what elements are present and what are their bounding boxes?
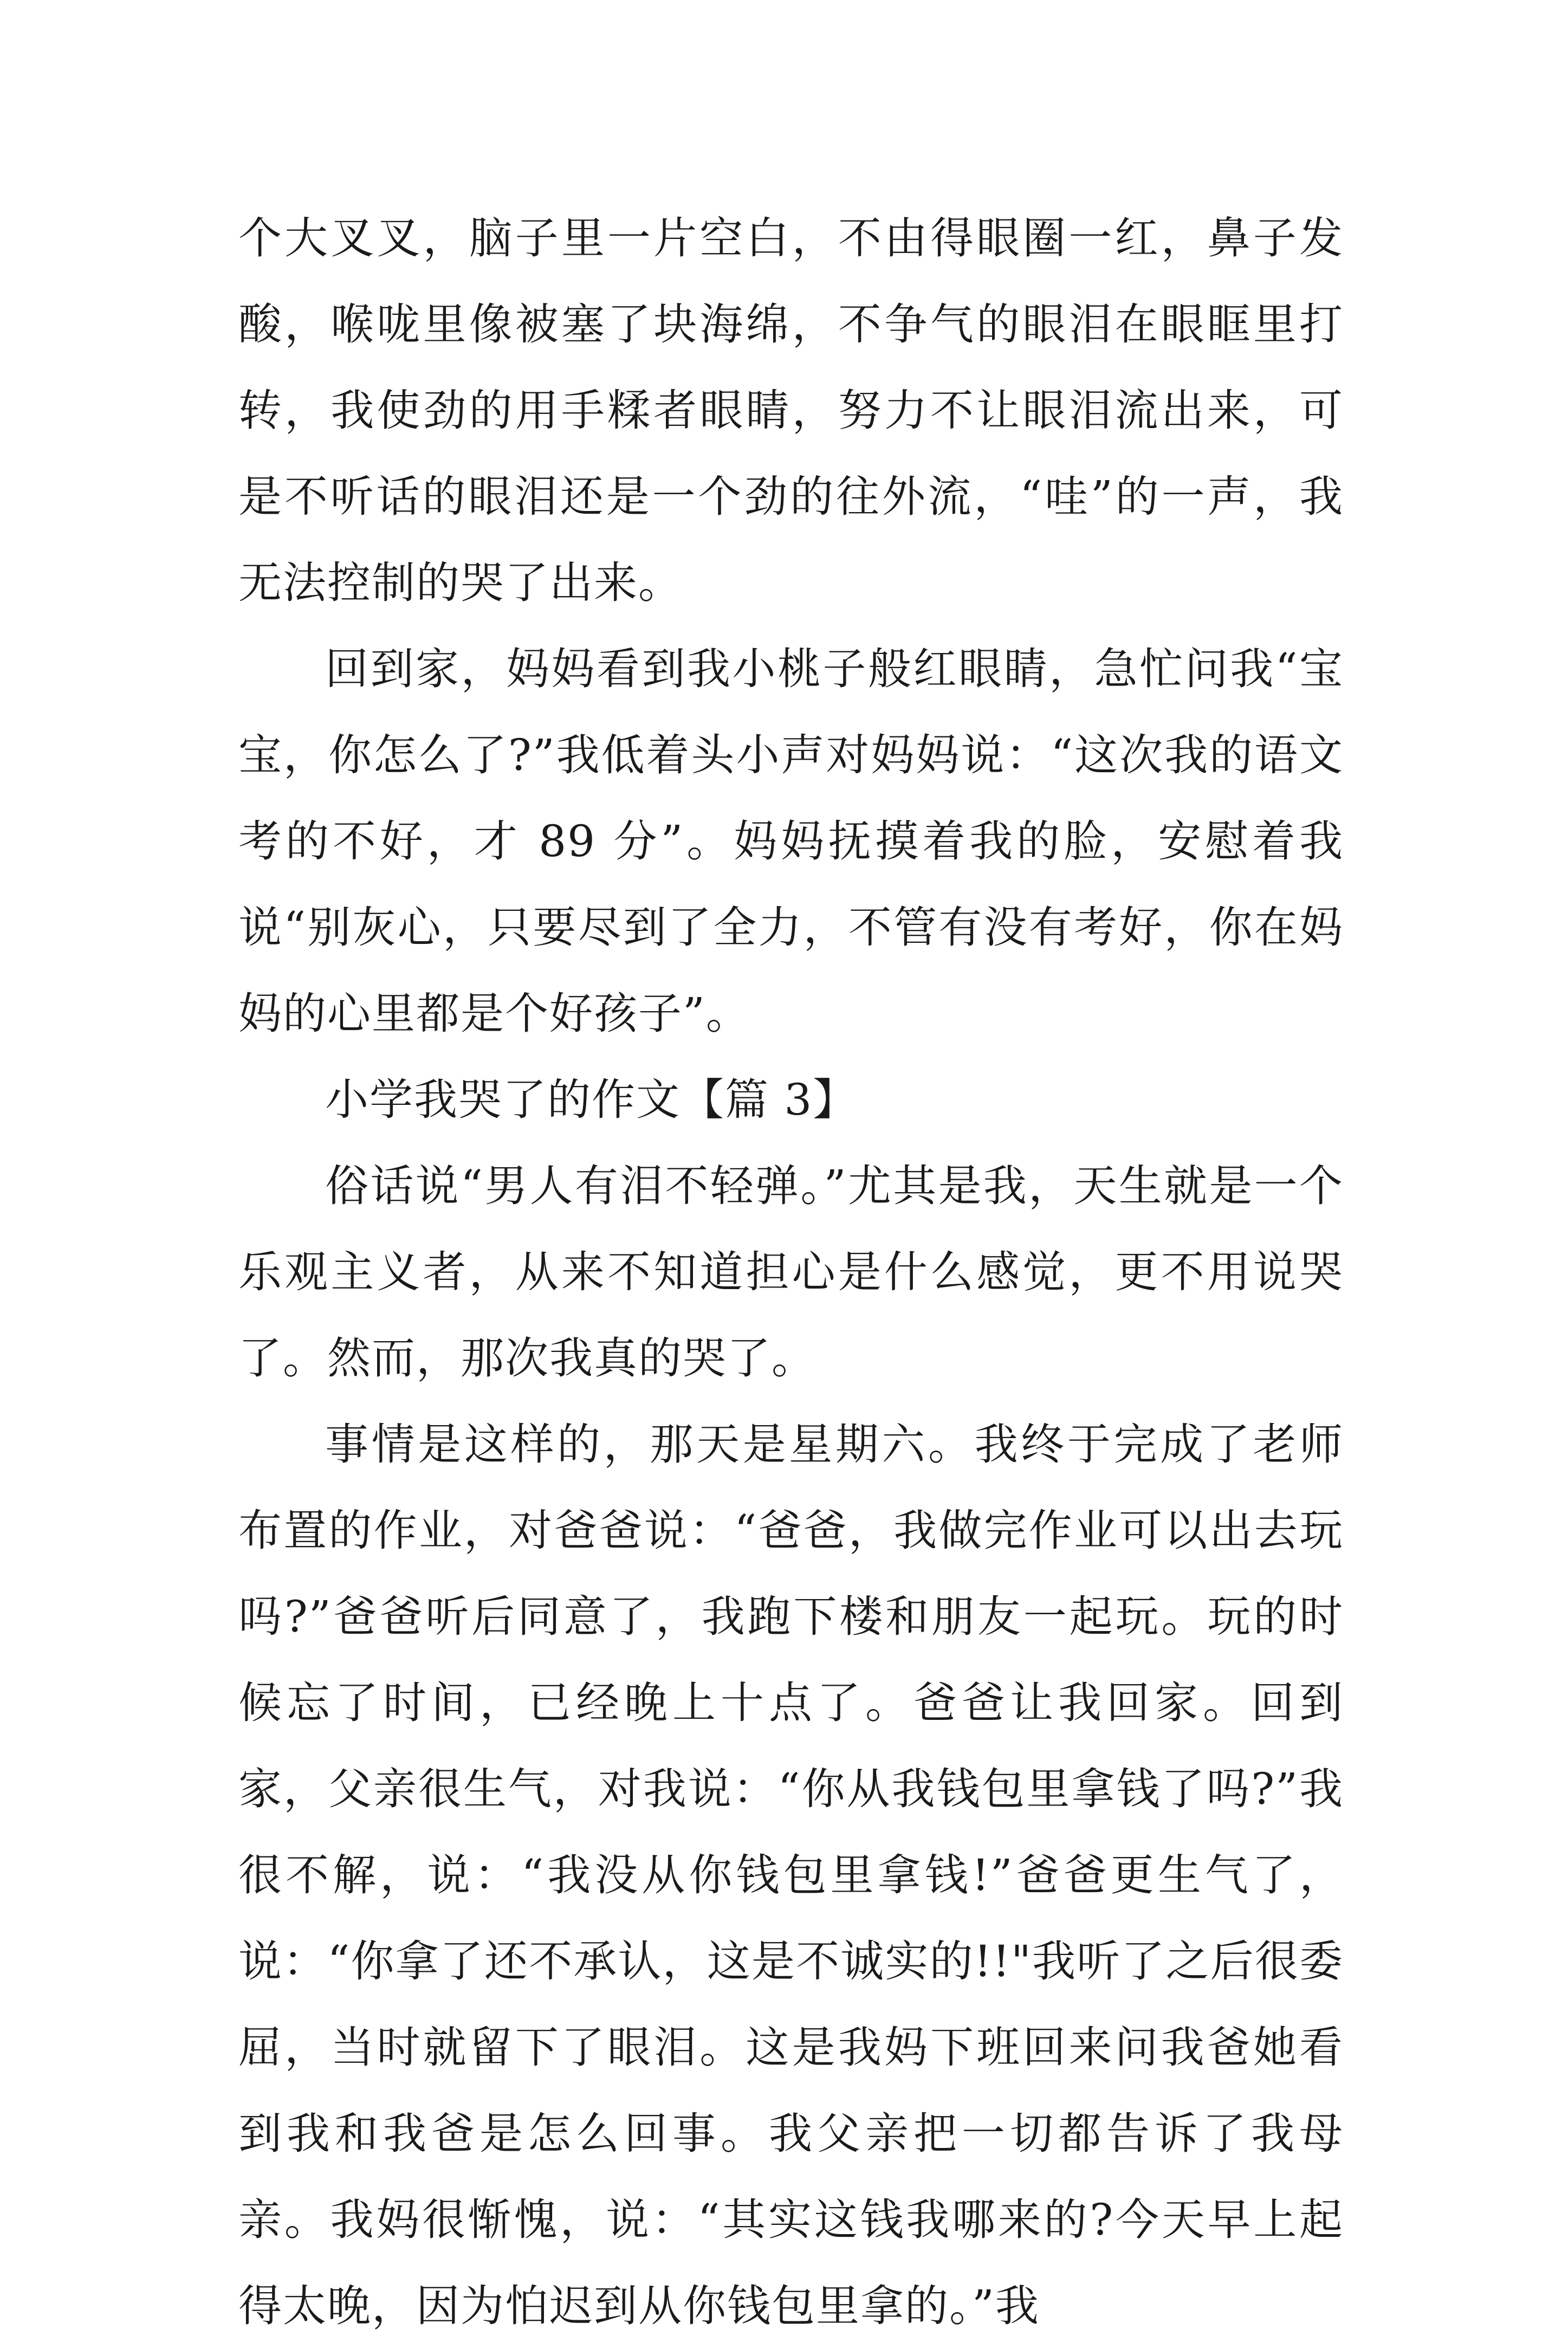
paragraph-proverb: 俗话说“男人有泪不轻弹。”尤其是我，天生就是一个乐观主义者，从来不知道担心是什么感觉，更不用说哭了。然而，那次我真的哭了。	[238, 1161, 1344, 1383]
section-heading: 小学我哭了的作文【篇 3】	[325, 1075, 858, 1125]
document-body	[238, 195, 1344, 2349]
paragraph-continuation: 个大叉叉，脑子里一片空白，不由得眼圈一红，鼻子发酸，喉咙里像被塞了块海绵，不争气的眼泪在眼眶里打转，我使劲的用手糅者眼睛，努力不让眼泪流出来，可是不听话的眼泪还是一个劲的往外流，“哇”的一声，我无法控制的哭了出来。	[238, 213, 1344, 608]
paragraph-home: 回到家，妈妈看到我小桃子般红眼睛，急忙问我“宝宝，你怎么了?”我低着头小声对妈妈说：“这次我的语文考的不好，才 89 分”。妈妈抚摸着我的脸，安慰着我说“别灰心，只要尽到了全力，不管有没有考好，你在妈妈的心里都是个好孩子”。	[238, 644, 1344, 1039]
paragraph-story: 事情是这样的，那天是星期六。我终于完成了老师布置的作业，对爸爸说：“爸爸，我做完作业可以出去玩吗?”爸爸听后同意了，我跑下楼和朋友一起玩。玩的时候忘了时间，已经晚上十点了。爸爸让我回家。回到家，父亲很生气，对我说：“你从我钱包里拿钱了吗?”我很不解，说：“我没从你钱包里拿钱!”爸爸更生气了，说：“你拿了还不承认，这是不诚实的!!"我听了之后很委屈，当时就留下了眼泪。这是我妈下班回来问我爸她看到我和我爸是怎么回事。我父亲把一切都告诉了我母亲。我妈很惭愧，说：“其实这钱我哪来的?今天早上起得太晚，因为怕迟到从你钱包里拿的。”我	[238, 1419, 1344, 2331]
